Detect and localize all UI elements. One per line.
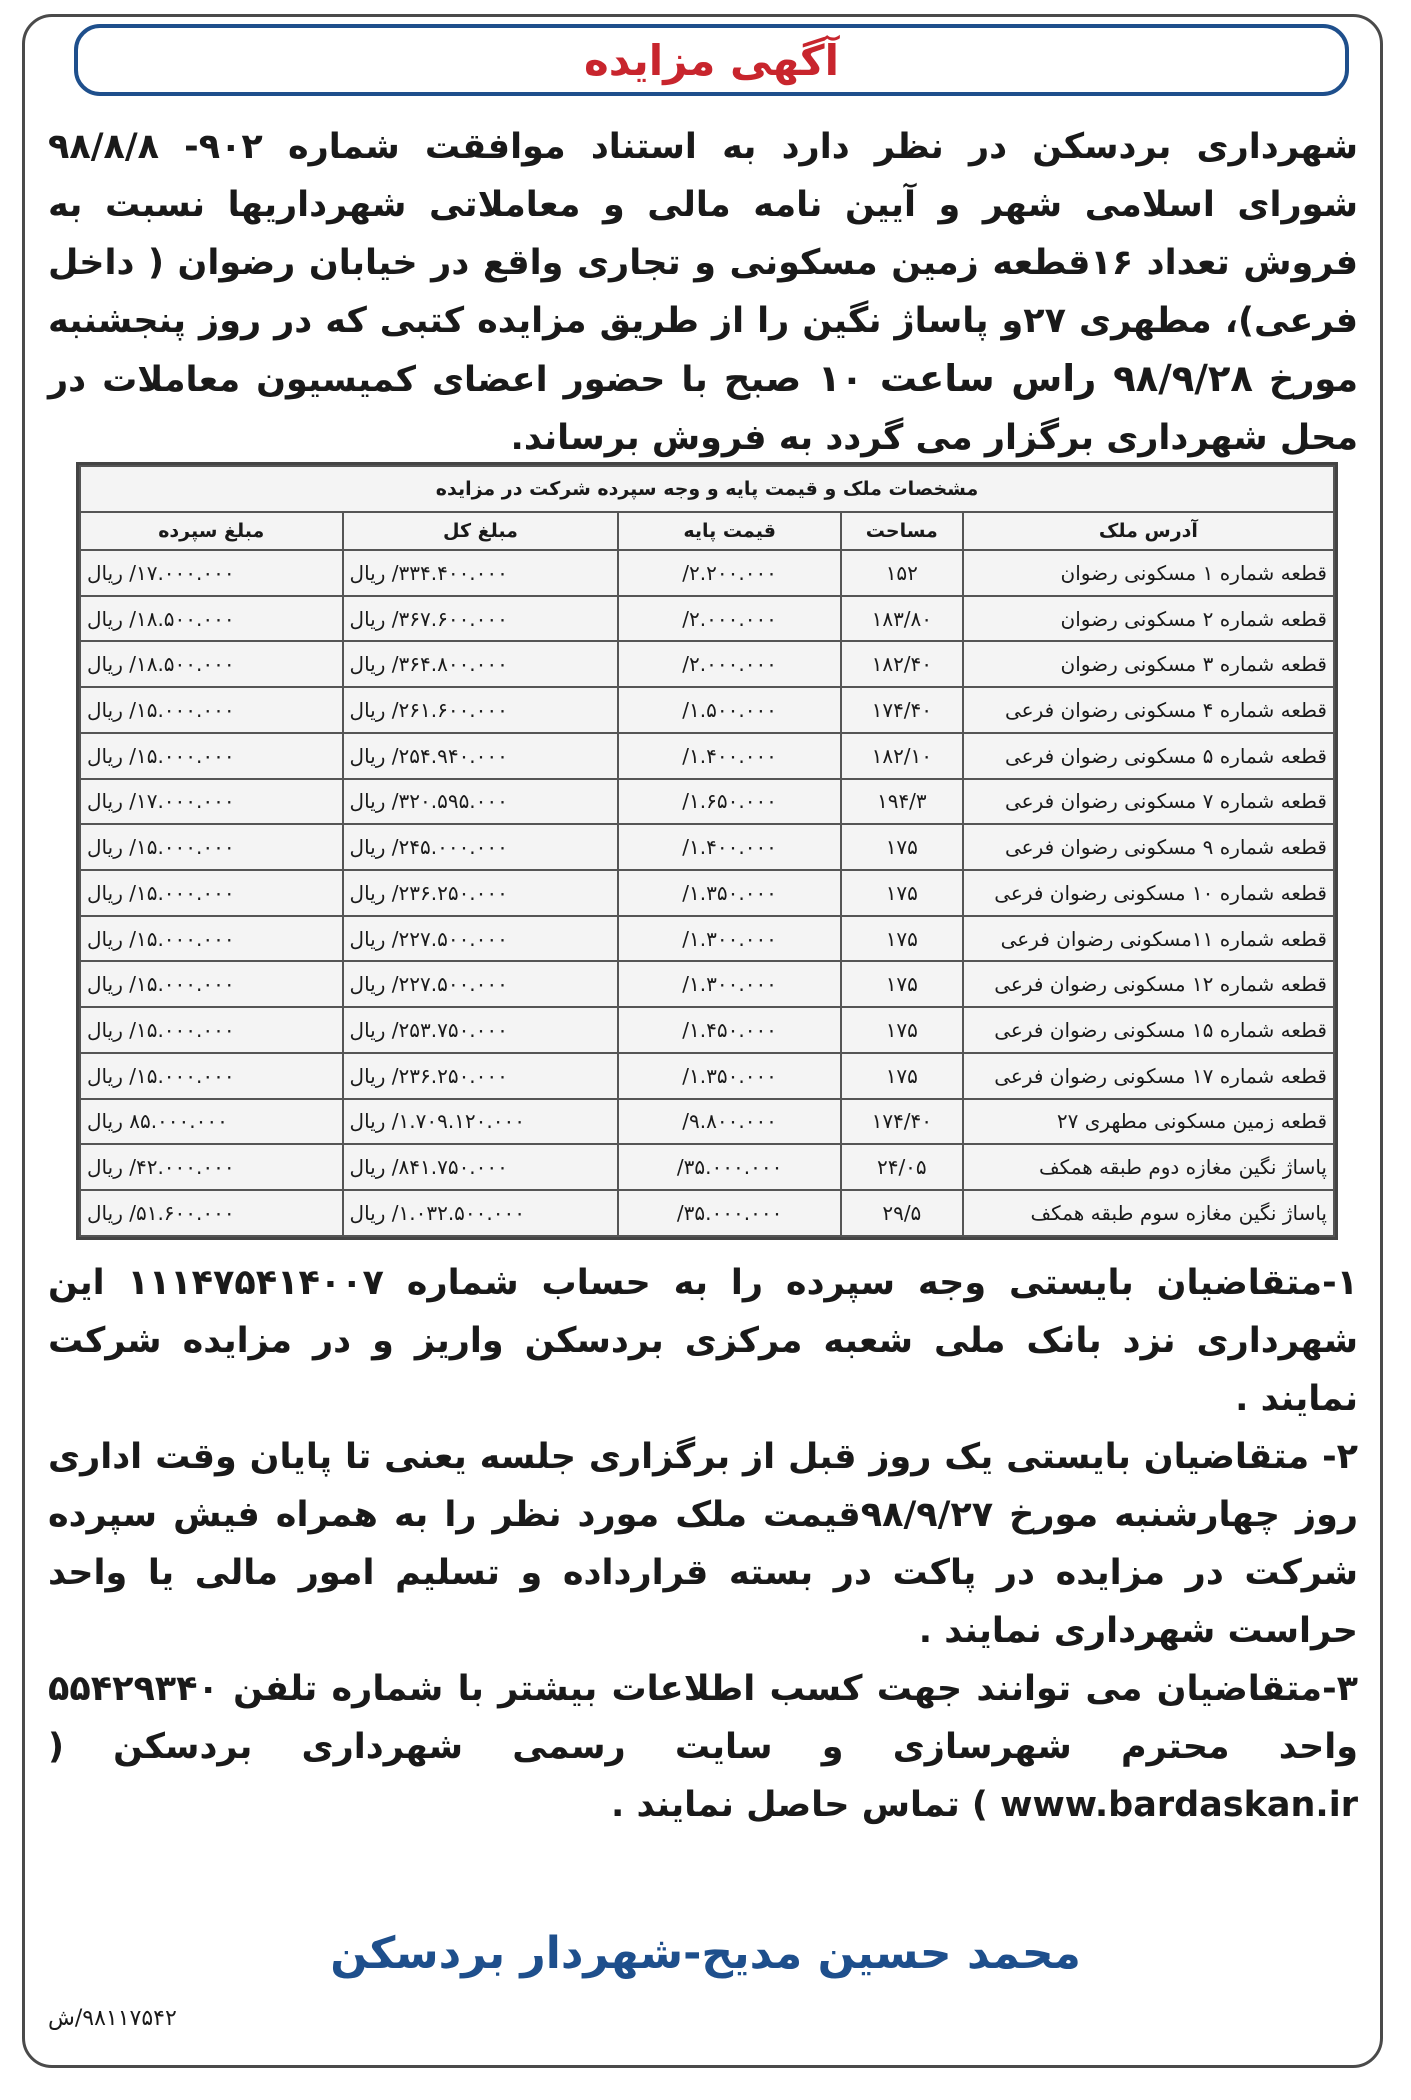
cell-total: ۱.۰۳۲.۵۰۰.۰۰۰/ ریال [343,1190,619,1236]
cell-base-price: ۱.۳۰۰.۰۰۰/ [618,961,840,1007]
cell-total: ۲۵۳.۷۵۰.۰۰۰/ ریال [343,1007,619,1053]
table-row [80,870,1334,916]
cell-base-price: ۱.۴۰۰.۰۰۰/ [618,824,840,870]
cell-address: قطعه شماره ۱۵ مسکونی رضوان فرعی [963,1007,1334,1053]
cell-total: ۳۶۴.۸۰۰.۰۰۰/ ریال [343,641,619,687]
cell-base-price: ۱.۳۰۰.۰۰۰/ [618,916,840,962]
cell-total: ۲۲۷.۵۰۰.۰۰۰/ ریال [343,916,619,962]
cell-total: ۸۴۱.۷۵۰.۰۰۰/ ریال [343,1144,619,1190]
cell-base-price: ۱.۴۵۰.۰۰۰/ [618,1007,840,1053]
cell-address: قطعه شماره ۵ مسکونی رضوان فرعی [963,733,1334,779]
cell-address: قطعه شماره ۷ مسکونی رضوان فرعی [963,779,1334,825]
cell-address: قطعه شماره ۴ مسکونی رضوان فرعی [963,687,1334,733]
table-row [80,550,1334,596]
cell-base-price: ۳۵.۰۰۰.۰۰۰/ [618,1190,840,1236]
cell-address: پاساژ نگین مغازه دوم طبقه همکف [963,1144,1334,1190]
cell-address: قطعه شماره ۱۱مسکونی رضوان فرعی [963,916,1334,962]
page-title: آگهی مزایده [583,35,839,85]
cell-total: ۲۲۷.۵۰۰.۰۰۰/ ریال [343,961,619,1007]
cell-base-price: ۱.۴۰۰.۰۰۰/ [618,733,840,779]
cell-deposit: ۸۵.۰۰۰.۰۰۰ ریال [80,1099,343,1145]
cell-total: ۲۵۴.۹۴۰.۰۰۰/ ریال [343,733,619,779]
cell-address: پاساژ نگین مغازه سوم طبقه همکف [963,1190,1334,1236]
cell-base-price: ۹.۸۰۰.۰۰۰/ [618,1099,840,1145]
cell-area: ۲۴/۰۵ [841,1144,963,1190]
cell-base-price: ۳۵.۰۰۰.۰۰۰/ [618,1144,840,1190]
cell-total: ۲۶۱.۶۰۰.۰۰۰/ ریال [343,687,619,733]
note-2: ۲- متقاضیان بایستی یک روز قبل از برگزاری جلسه یعنی تا پایان وقت اداری روز چهارشنبه مورخ ۹۸/۹/۲۷قیمت ملک مورد نظر را به همراه فیش سپرده شرکت در مزایده در پاکت در بسته قرارداده و تسلیم امور مالی یا واحد حراست شهرداری نمایند . [48,1437,1359,1651]
header-total: مبلغ کل [343,512,619,550]
header-address: آدرس ملک [963,512,1334,550]
table-row [80,1099,1334,1145]
cell-deposit: ۱۷.۰۰۰.۰۰۰/ ریال [80,779,343,825]
table-row [80,733,1334,779]
table-row [80,1053,1334,1099]
cell-address: قطعه شماره ۲ مسکونی رضوان [963,596,1334,642]
cell-area: ۱۸۳/۸۰ [841,596,963,642]
cell-area: ۲۹/۵ [841,1190,963,1236]
table-caption: مشخصات ملک و قیمت پایه و وجه سپرده شرکت در مزایده [80,466,1334,512]
cell-base-price: ۱.۵۰۰.۰۰۰/ [618,687,840,733]
cell-deposit: ۱۵.۰۰۰.۰۰۰/ ریال [80,870,343,916]
cell-deposit: ۱۵.۰۰۰.۰۰۰/ ریال [80,1007,343,1053]
table-row [80,824,1334,870]
note-3: ۳-متقاضیان می توانند جهت کسب اطلاعات بیشتر با شماره تلفن ۵۵۴۲۹۳۴۰ واحد محترم شهرسازی و سایت رسمی شهرداری بردسکن ( www.bardaskan.ir ) تماس حاصل نمایند . [48,1669,1358,1825]
cell-area: ۱۷۴/۴۰ [841,1099,963,1145]
cell-area: ۱۷۵ [841,824,963,870]
intro-highlight-day: روز پنجشنبه مورخ [48,301,1359,400]
table-row [80,596,1334,642]
cell-address: قطعه شماره ۱۲ مسکونی رضوان فرعی [963,961,1334,1007]
cell-deposit: ۱۷.۰۰۰.۰۰۰/ ریال [80,550,343,596]
table-row [80,1007,1334,1053]
cell-total: ۲۳۶.۲۵۰.۰۰۰/ ریال [343,870,619,916]
cell-deposit: ۱۵.۰۰۰.۰۰۰/ ریال [80,1053,343,1099]
cell-deposit: ۱۵.۰۰۰.۰۰۰/ ریال [80,733,343,779]
cell-total: ۲۴۵.۰۰۰.۰۰۰/ ریال [343,824,619,870]
cell-base-price: ۱.۳۵۰.۰۰۰/ [618,870,840,916]
cell-area: ۱۷۵ [841,961,963,1007]
cell-total: ۲۳۶.۲۵۰.۰۰۰/ ریال [343,1053,619,1099]
intro-highlight-date: ۹۸/۹/۲۸ راس ساعت ۱۰ صبح [723,357,1254,400]
cell-deposit: ۵۱.۶۰۰.۰۰۰/ ریال [80,1190,343,1236]
header-area: مساحت [841,512,963,550]
notice-code: ۹۸۱۱۷۵۴۲/ش [48,2006,177,2031]
cell-deposit: ۱۵.۰۰۰.۰۰۰/ ریال [80,687,343,733]
cell-total: ۳۳۴.۴۰۰.۰۰۰/ ریال [343,550,619,596]
cell-total: ۳۶۷.۶۰۰.۰۰۰/ ریال [343,596,619,642]
intro-part2: با حضور اعضای کمیسیون معاملات در محل شهرداری برگزار می گردد به فروش برساند. [48,360,1358,458]
intro-paragraph [48,118,1358,467]
table-row [80,961,1334,1007]
header-deposit: مبلغ سپرده [80,512,343,550]
cell-address: قطعه زمین مسکونی مطهری ۲۷ [963,1099,1334,1145]
header-base-price: قیمت پایه [618,512,840,550]
cell-deposit: ۱۵.۰۰۰.۰۰۰/ ریال [80,916,343,962]
table-row [80,641,1334,687]
cell-area: ۱۷۵ [841,870,963,916]
cell-area: ۱۷۵ [841,1053,963,1099]
cell-deposit: ۱۵.۰۰۰.۰۰۰/ ریال [80,824,343,870]
title-banner [74,24,1349,96]
cell-area: ۱۷۵ [841,916,963,962]
cell-area: ۱۵۲ [841,550,963,596]
cell-area: ۱۷۴/۴۰ [841,687,963,733]
cell-base-price: ۱.۳۵۰.۰۰۰/ [618,1053,840,1099]
table-row [80,687,1334,733]
cell-address: قطعه شماره ۳ مسکونی رضوان [963,641,1334,687]
cell-area: ۱۹۴/۳ [841,779,963,825]
cell-address: قطعه شماره ۱ مسکونی رضوان [963,550,1334,596]
cell-deposit: ۱۸.۵۰۰.۰۰۰/ ریال [80,641,343,687]
cell-base-price: ۲.۰۰۰.۰۰۰/ [618,596,840,642]
cell-deposit: ۱۸.۵۰۰.۰۰۰/ ریال [80,596,343,642]
notes-section [48,1254,1358,1834]
cell-address: قطعه شماره ۱۷ مسکونی رضوان فرعی [963,1053,1334,1099]
table-row [80,916,1334,962]
cell-address: قطعه شماره ۹ مسکونی رضوان فرعی [963,824,1334,870]
cell-total: ۱.۷۰۹.۱۲۰.۰۰۰/ ریال [343,1099,619,1145]
cell-deposit: ۴۲.۰۰۰.۰۰۰/ ریال [80,1144,343,1190]
cell-deposit: ۱۵.۰۰۰.۰۰۰/ ریال [80,961,343,1007]
table-row [80,779,1334,825]
cell-base-price: ۱.۶۵۰.۰۰۰/ [618,779,840,825]
table-row [80,1190,1334,1236]
cell-total: ۳۲۰.۵۹۵.۰۰۰/ ریال [343,779,619,825]
signature: محمد حسین مدیح-شهردار بردسکن [330,1928,1081,1979]
cell-address: قطعه شماره ۱۰ مسکونی رضوان فرعی [963,870,1334,916]
cell-area: ۱۸۲/۱۰ [841,733,963,779]
cell-area: ۱۷۵ [841,1007,963,1053]
cell-base-price: ۲.۰۰۰.۰۰۰/ [618,641,840,687]
note-1: ۱-متقاضیان بایستی وجه سپرده را به حساب شماره ۱۱۱۴۷۵۴۱۴۰۰۷ این شهرداری نزد بانک ملی شعبه مرکزی بردسکن واریز و در مزایده شرکت نمایند . [48,1263,1358,1419]
cell-area: ۱۸۲/۴۰ [841,641,963,687]
intro-part1: شهرداری بردسکن در نظر دارد به استناد موافقت شماره ۹۰۲- ۹۸/۸/۸ شورای اسلامی شهر و آیین نامه مالی و معاملاتی شهرداریها نسبت به فروش تعداد ۱۶قطعه زمین مسکونی و تجاری واقع در خیابان رضوان ( داخل فرعی)، مطهری ۲۷و پاساژ نگین را از طریق مزایده کتبی که در [48,127,1359,341]
table-body [80,550,1334,1236]
property-table [76,462,1338,1240]
cell-base-price: ۲.۲۰۰.۰۰۰/ [618,550,840,596]
table-row [80,1144,1334,1190]
